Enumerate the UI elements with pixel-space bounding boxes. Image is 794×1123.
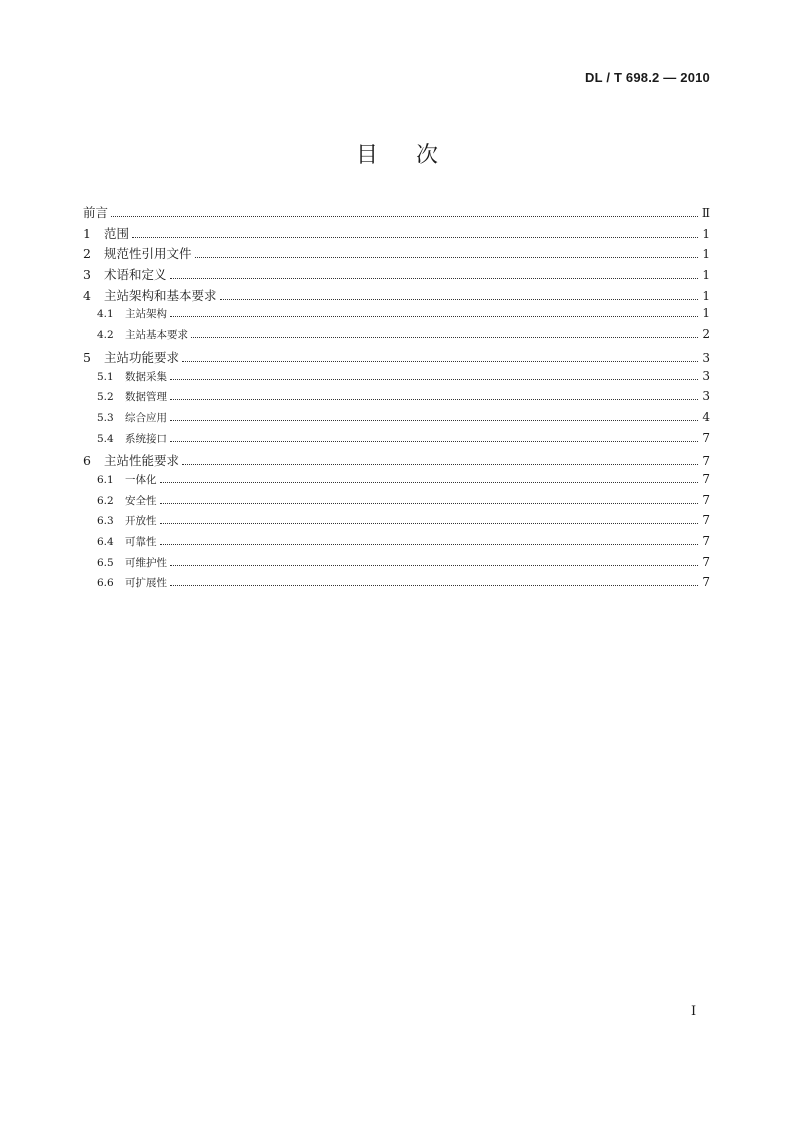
toc-entry-page: 3 [702, 350, 710, 365]
toc-entry-page: 7 [702, 534, 710, 548]
dot-leader [160, 522, 699, 524]
toc-entry-number: 6.1 [97, 473, 114, 486]
toc-entry-number: 5.3 [97, 411, 114, 424]
toc-entry-label: 主站功能要求 [104, 349, 180, 365]
toc-entry-page: Ⅱ [701, 206, 710, 220]
toc-entry-page: 7 [702, 454, 710, 469]
dot-leader [170, 564, 698, 566]
toc-entry-page: 1 [702, 226, 710, 241]
dot-leader [170, 419, 698, 421]
dot-leader [132, 236, 698, 238]
dot-leader [170, 398, 698, 400]
toc-entry-page: 1 [702, 247, 710, 262]
dot-leader [170, 378, 698, 380]
toc-entry[interactable] [83, 555, 710, 576]
toc-entry[interactable] [83, 575, 710, 596]
toc-entry-label: 范围 [104, 225, 130, 241]
toc-entry[interactable] [83, 389, 710, 410]
toc-entry-label: 前言 [83, 205, 109, 220]
toc-entry-label: 主站基本要求 [125, 329, 188, 342]
toc-entry-page: 7 [702, 492, 710, 507]
toc-entry-number: 4.1 [97, 308, 114, 321]
title-part-1: 目 [355, 143, 378, 168]
toc-entry[interactable] [83, 451, 710, 472]
toc-entry-number: 4.2 [97, 329, 114, 342]
page-title [0, 138, 794, 169]
toc-entry[interactable] [83, 348, 710, 369]
page-number: I [691, 1004, 697, 1019]
toc-entry-page: 1 [702, 306, 710, 321]
dot-leader [160, 543, 699, 545]
toc-entry[interactable] [83, 224, 710, 245]
toc-entry[interactable] [83, 244, 710, 265]
toc-entry-page: 7 [702, 575, 710, 590]
toc-entry-label: 主站架构和基本要求 [104, 287, 217, 303]
toc-entry-page: 4 [702, 409, 710, 424]
toc-entry-page: 7 [702, 471, 710, 486]
toc-entry[interactable] [83, 265, 710, 286]
dot-leader [220, 298, 698, 300]
toc-entry-number: 6.3 [97, 515, 114, 528]
toc-entry-page: 1 [702, 288, 710, 303]
toc-entry-number: 6.2 [97, 494, 114, 507]
dot-leader [191, 336, 698, 338]
toc-entry[interactable] [83, 306, 710, 327]
document-code: DL / T 698.2 — 2010 [585, 70, 710, 85]
toc-entry-page: 7 [702, 430, 710, 445]
toc-entry-page: 3 [702, 389, 710, 404]
dot-leader [111, 215, 698, 217]
toc-entry-label: 主站架构 [125, 308, 167, 321]
dot-leader [170, 277, 698, 279]
toc-entry-label: 综合应用 [125, 411, 167, 424]
dot-leader [160, 502, 699, 504]
toc-entry-label: 安全性 [125, 494, 157, 507]
toc-entry[interactable] [83, 327, 710, 348]
toc-entry[interactable] [83, 286, 710, 307]
toc-entry-page: 1 [702, 268, 710, 283]
toc-entry-label: 系统接口 [125, 432, 167, 445]
toc-entry-label: 主站性能要求 [104, 453, 180, 469]
toc-entry-page: 7 [702, 554, 710, 569]
toc-entry-label: 术语和定义 [104, 267, 167, 283]
toc-entry[interactable] [83, 472, 710, 493]
toc-entry[interactable] [83, 534, 710, 555]
dot-leader [195, 256, 698, 258]
dot-leader [170, 440, 698, 442]
toc-entry-label: 数据管理 [125, 391, 167, 404]
toc-entry[interactable] [83, 513, 710, 534]
toc-entry-number: 5.4 [97, 432, 114, 445]
toc-entry-page: 7 [702, 513, 710, 528]
dot-leader [170, 315, 698, 317]
toc-entry-label: 一体化 [125, 473, 157, 486]
dot-leader [182, 463, 698, 465]
toc-entry-number: 4 [83, 287, 91, 303]
toc-entry-label: 规范性引用文件 [104, 246, 192, 262]
toc-entry-number: 2 [83, 246, 91, 262]
toc-entry-number: 5.1 [97, 370, 114, 383]
toc-entry-page: 3 [702, 368, 710, 383]
toc-entry-label: 数据采集 [125, 370, 167, 383]
toc-entry-number: 6 [83, 453, 91, 469]
toc-entry-number: 6.5 [97, 556, 114, 569]
toc-entry[interactable] [83, 493, 710, 514]
toc-entry[interactable] [83, 369, 710, 390]
toc-entry-number: 5.2 [97, 391, 114, 404]
toc-entry-number: 6.6 [97, 577, 114, 590]
toc-entry-label: 可靠性 [125, 536, 157, 548]
toc-entry[interactable] [83, 431, 710, 452]
toc-entry-label: 可维护性 [125, 556, 167, 569]
dot-leader [182, 360, 698, 362]
dot-leader [170, 584, 698, 586]
toc-entry-number: 3 [83, 267, 91, 283]
dot-leader [160, 481, 699, 483]
toc-entry[interactable] [83, 203, 710, 224]
toc-entry-label: 开放性 [125, 515, 157, 528]
toc-entry[interactable] [83, 410, 710, 431]
title-part-2: 次 [416, 143, 439, 168]
toc-entry-page: 2 [702, 327, 710, 342]
toc-entry-number: 1 [83, 225, 91, 241]
toc-entry-number: 6.4 [97, 536, 114, 548]
toc-entry-label: 可扩展性 [125, 577, 167, 590]
toc-entry-number: 5 [83, 349, 91, 365]
table-of-contents [83, 203, 710, 596]
